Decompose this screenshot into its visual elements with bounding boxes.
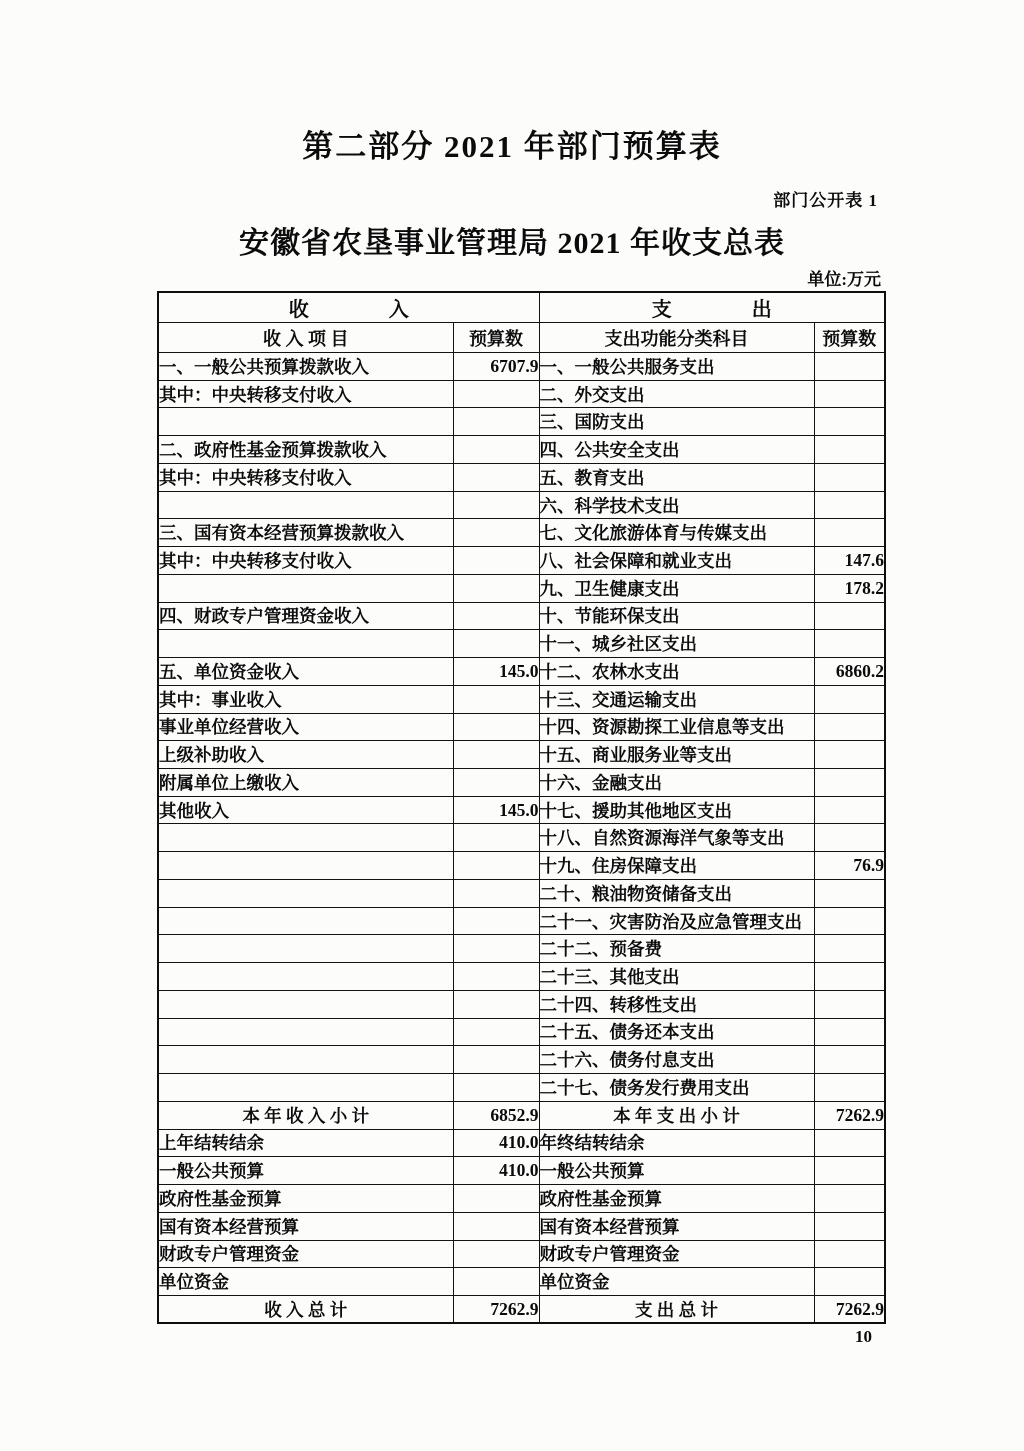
- income-budget-cell: [453, 907, 539, 935]
- expense-budget-cell: [814, 990, 885, 1018]
- income-budget-cell: [453, 852, 539, 880]
- table-row: [158, 547, 885, 575]
- income-item-cell: 一般公共预算: [158, 1157, 453, 1185]
- income-item-cell: 本 年 收 入 小 计: [158, 1101, 453, 1129]
- income-item-cell: [158, 1018, 453, 1046]
- income-budget-cell: [453, 935, 539, 963]
- expense-item-cell: 三、国防支出: [539, 408, 814, 436]
- table-row: [158, 769, 885, 797]
- expense-budget-cell: [814, 1046, 885, 1074]
- income-item-cell: [158, 1074, 453, 1102]
- income-item-cell: [158, 491, 453, 519]
- expense-item-header: 支出功能分类科目: [539, 323, 814, 353]
- expense-budget-cell: [814, 602, 885, 630]
- expense-item-cell: 十一、城乡社区支出: [539, 630, 814, 658]
- expense-item-cell: 支 出 总 计: [539, 1295, 814, 1323]
- income-budget-header: 预算数: [453, 323, 539, 353]
- table-row: [158, 824, 885, 852]
- expense-item-cell: 国有资本经营预算: [539, 1212, 814, 1240]
- expense-item-cell: 十二、农林水支出: [539, 658, 814, 686]
- expense-item-cell: 十六、金融支出: [539, 769, 814, 797]
- expense-budget-cell: [814, 713, 885, 741]
- income-item-cell: 五、单位资金收入: [158, 658, 453, 686]
- expense-item-cell: 十九、住房保障支出: [539, 852, 814, 880]
- income-budget-cell: [453, 1212, 539, 1240]
- unit-note: 单位:万元: [807, 270, 881, 289]
- expense-budget-cell: [814, 1185, 885, 1213]
- table-row: [158, 353, 885, 381]
- income-budget-cell: 6707.9: [453, 353, 539, 381]
- expense-budget-cell: [814, 963, 885, 991]
- income-item-cell: 事业单位经营收入: [158, 713, 453, 741]
- expense-budget-cell: [814, 436, 885, 464]
- income-item-cell: 其中：中央转移支付收入: [158, 380, 453, 408]
- expense-budget-cell: 7262.9: [814, 1295, 885, 1323]
- group-header-row: [158, 292, 885, 323]
- table-row: [158, 380, 885, 408]
- expense-item-cell: 七、文化旅游体育与传媒支出: [539, 519, 814, 547]
- income-budget-cell: 410.0: [453, 1157, 539, 1185]
- income-budget-cell: [453, 879, 539, 907]
- income-budget-cell: [453, 491, 539, 519]
- table-row: [158, 1157, 885, 1185]
- income-budget-cell: [453, 1240, 539, 1268]
- expense-item-cell: 本 年 支 出 小 计: [539, 1101, 814, 1129]
- expense-budget-cell: [814, 630, 885, 658]
- income-item-cell: 财政专户管理资金: [158, 1240, 453, 1268]
- expense-item-cell: 六、科学技术支出: [539, 491, 814, 519]
- income-item-cell: 单位资金: [158, 1268, 453, 1296]
- table-row: [158, 1268, 885, 1296]
- expense-item-cell: 八、社会保障和就业支出: [539, 547, 814, 575]
- income-item-cell: [158, 879, 453, 907]
- income-item-cell: 其中：中央转移支付收入: [158, 547, 453, 575]
- expense-item-cell: 十五、商业服务业等支出: [539, 741, 814, 769]
- income-item-cell: 上级补助收入: [158, 741, 453, 769]
- expense-item-cell: 二、外交支出: [539, 380, 814, 408]
- page-number: 10: [855, 1327, 872, 1346]
- expense-budget-cell: [814, 1018, 885, 1046]
- table-row: [158, 990, 885, 1018]
- table-row: [158, 796, 885, 824]
- expense-item-cell: 二十五、债务还本支出: [539, 1018, 814, 1046]
- table-row: [158, 408, 885, 436]
- income-budget-cell: [453, 519, 539, 547]
- expense-item-cell: 年终结转结余: [539, 1129, 814, 1157]
- table-row: [158, 1018, 885, 1046]
- income-item-cell: [158, 935, 453, 963]
- income-item-cell: 其他收入: [158, 796, 453, 824]
- expense-budget-cell: [814, 769, 885, 797]
- expense-item-cell: 十三、交通运输支出: [539, 685, 814, 713]
- expense-item-cell: 财政专户管理资金: [539, 1240, 814, 1268]
- income-item-cell: 四、财政专户管理资金收入: [158, 602, 453, 630]
- income-budget-cell: [453, 824, 539, 852]
- table-row: [158, 1240, 885, 1268]
- income-budget-cell: [453, 602, 539, 630]
- expense-budget-cell: [814, 463, 885, 491]
- table-row: [158, 741, 885, 769]
- table-row: [158, 1046, 885, 1074]
- table-row: [158, 879, 885, 907]
- income-budget-cell: [453, 1074, 539, 1102]
- income-budget-cell: 6852.9: [453, 1101, 539, 1129]
- expense-item-cell: 一、一般公共服务支出: [539, 353, 814, 381]
- income-item-cell: [158, 408, 453, 436]
- expense-budget-cell: [814, 1240, 885, 1268]
- section-title: 第二部分 2021 年部门预算表: [302, 129, 722, 164]
- income-budget-cell: [453, 741, 539, 769]
- table-row: [158, 1295, 885, 1323]
- income-group-header: 收 入: [158, 292, 539, 323]
- income-budget-cell: [453, 408, 539, 436]
- income-budget-cell: 410.0: [453, 1129, 539, 1157]
- expense-group-header: 支 出: [539, 292, 885, 323]
- expense-item-cell: 十、节能环保支出: [539, 602, 814, 630]
- table-row: [158, 1212, 885, 1240]
- expense-budget-cell: 147.6: [814, 547, 885, 575]
- expense-budget-header: 预算数: [814, 323, 885, 353]
- expense-budget-cell: [814, 380, 885, 408]
- expense-item-cell: 十七、援助其他地区支出: [539, 796, 814, 824]
- income-budget-cell: [453, 685, 539, 713]
- income-item-cell: 上年结转结余: [158, 1129, 453, 1157]
- income-budget-cell: [453, 769, 539, 797]
- table-label: 部门公开表 1: [773, 191, 878, 210]
- table-row: [158, 630, 885, 658]
- income-budget-cell: 145.0: [453, 658, 539, 686]
- income-budget-cell: [453, 436, 539, 464]
- expense-item-cell: 十四、资源勘探工业信息等支出: [539, 713, 814, 741]
- income-item-cell: [158, 1046, 453, 1074]
- income-item-cell: 其中：中央转移支付收入: [158, 463, 453, 491]
- table-title: 安徽省农垦事业管理局 2021 年收支总表: [239, 227, 785, 260]
- table-row: [158, 1185, 885, 1213]
- income-item-cell: 二、政府性基金预算拨款收入: [158, 436, 453, 464]
- expense-item-cell: 二十三、其他支出: [539, 963, 814, 991]
- table-row: [158, 658, 885, 686]
- expense-budget-cell: [814, 879, 885, 907]
- table-row: [158, 463, 885, 491]
- expense-item-cell: 二十、粮油物资储备支出: [539, 879, 814, 907]
- expense-budget-cell: 76.9: [814, 852, 885, 880]
- income-item-cell: [158, 852, 453, 880]
- table-row: [158, 852, 885, 880]
- expense-budget-cell: [814, 935, 885, 963]
- income-item-header: 收 入 项 目: [158, 323, 453, 353]
- budget-table-body: [158, 353, 885, 1324]
- expense-budget-cell: [814, 907, 885, 935]
- income-item-cell: [158, 907, 453, 935]
- budget-table: [157, 291, 886, 1324]
- income-budget-cell: [453, 380, 539, 408]
- table-row: [158, 963, 885, 991]
- table-row: [158, 1129, 885, 1157]
- table-row: [158, 1101, 885, 1129]
- expense-item-cell: 二十七、债务发行费用支出: [539, 1074, 814, 1102]
- income-budget-cell: [453, 630, 539, 658]
- expense-budget-cell: [814, 741, 885, 769]
- expense-budget-cell: [814, 796, 885, 824]
- income-item-cell: 三、国有资本经营预算拨款收入: [158, 519, 453, 547]
- table-row: [158, 574, 885, 602]
- expense-budget-cell: [814, 685, 885, 713]
- income-budget-cell: [453, 713, 539, 741]
- income-item-cell: 收 入 总 计: [158, 1295, 453, 1323]
- table-row: [158, 685, 885, 713]
- column-header-row: [158, 323, 885, 353]
- table-row: [158, 935, 885, 963]
- income-budget-cell: 7262.9: [453, 1295, 539, 1323]
- expense-budget-cell: [814, 1212, 885, 1240]
- expense-item-cell: 二十四、转移性支出: [539, 990, 814, 1018]
- income-budget-cell: [453, 963, 539, 991]
- table-row: [158, 519, 885, 547]
- table-row: [158, 907, 885, 935]
- income-item-cell: [158, 963, 453, 991]
- expense-budget-cell: 178.2: [814, 574, 885, 602]
- expense-budget-cell: [814, 408, 885, 436]
- table-row: [158, 1074, 885, 1102]
- income-item-cell: 其中：事业收入: [158, 685, 453, 713]
- expense-item-cell: 二十一、灾害防治及应急管理支出: [539, 907, 814, 935]
- income-budget-cell: [453, 1046, 539, 1074]
- expense-budget-cell: 6860.2: [814, 658, 885, 686]
- income-budget-cell: [453, 990, 539, 1018]
- expense-item-cell: 九、卫生健康支出: [539, 574, 814, 602]
- income-item-cell: 政府性基金预算: [158, 1185, 453, 1213]
- income-item-cell: 国有资本经营预算: [158, 1212, 453, 1240]
- expense-item-cell: 五、教育支出: [539, 463, 814, 491]
- income-item-cell: [158, 824, 453, 852]
- income-budget-cell: 145.0: [453, 796, 539, 824]
- expense-item-cell: 十八、自然资源海洋气象等支出: [539, 824, 814, 852]
- income-item-cell: 一、一般公共预算拨款收入: [158, 353, 453, 381]
- expense-budget-cell: [814, 1074, 885, 1102]
- expense-budget-cell: [814, 491, 885, 519]
- income-item-cell: [158, 630, 453, 658]
- table-row: [158, 491, 885, 519]
- expense-item-cell: 单位资金: [539, 1268, 814, 1296]
- income-budget-cell: [453, 463, 539, 491]
- expense-item-cell: 四、公共安全支出: [539, 436, 814, 464]
- table-row: [158, 713, 885, 741]
- income-item-cell: [158, 574, 453, 602]
- income-budget-cell: [453, 574, 539, 602]
- income-budget-cell: [453, 547, 539, 575]
- income-budget-cell: [453, 1185, 539, 1213]
- expense-budget-cell: [814, 824, 885, 852]
- expense-item-cell: 政府性基金预算: [539, 1185, 814, 1213]
- expense-budget-cell: [814, 1129, 885, 1157]
- expense-item-cell: 二十六、债务付息支出: [539, 1046, 814, 1074]
- income-budget-cell: [453, 1268, 539, 1296]
- expense-budget-cell: 7262.9: [814, 1101, 885, 1129]
- expense-budget-cell: [814, 353, 885, 381]
- income-item-cell: 附属单位上缴收入: [158, 769, 453, 797]
- expense-budget-cell: [814, 1157, 885, 1185]
- table-row: [158, 436, 885, 464]
- income-item-cell: [158, 990, 453, 1018]
- table-row: [158, 602, 885, 630]
- expense-budget-cell: [814, 1268, 885, 1296]
- income-budget-cell: [453, 1018, 539, 1046]
- expense-item-cell: 一般公共预算: [539, 1157, 814, 1185]
- expense-budget-cell: [814, 519, 885, 547]
- expense-item-cell: 二十二、预备费: [539, 935, 814, 963]
